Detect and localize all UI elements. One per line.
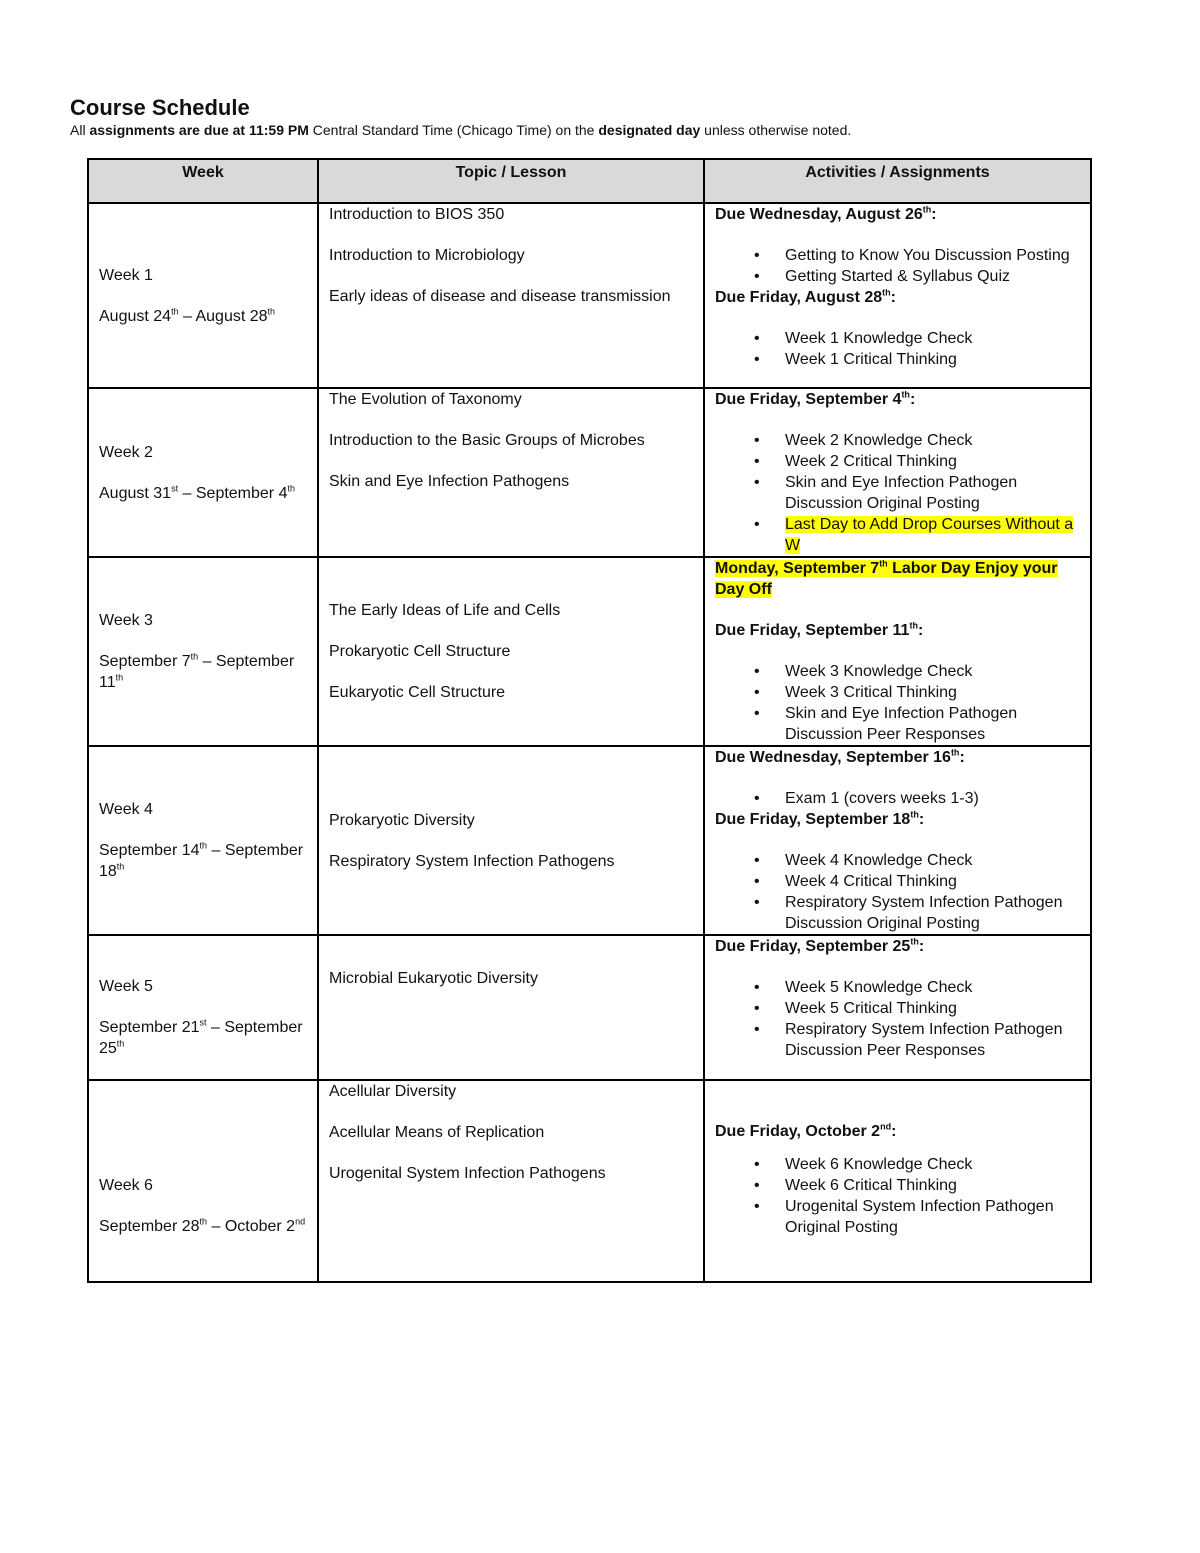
assignment-item: • Week 5 Critical Thinking bbox=[785, 998, 1080, 1019]
notice-sup: th bbox=[879, 558, 888, 569]
assignment-item: • Week 3 Critical Thinking bbox=[785, 682, 1080, 703]
assignment-item: • Getting to Know You Discussion Posting bbox=[785, 245, 1080, 266]
assignment-item: • Week 4 Knowledge Check bbox=[785, 850, 1080, 871]
date-sup: th bbox=[267, 306, 276, 317]
assignment-item: • Exam 1 (covers weeks 1-3) bbox=[785, 788, 1080, 809]
week-dates bbox=[99, 1216, 307, 1237]
activities-cell bbox=[704, 557, 1091, 746]
week-label: Week 4 bbox=[99, 801, 153, 818]
date-sup: th bbox=[190, 651, 199, 662]
due-heading bbox=[715, 809, 1080, 830]
assignment-item: • Week 5 Knowledge Check bbox=[785, 977, 1080, 998]
week-cell bbox=[88, 1080, 318, 1282]
table-row bbox=[88, 1080, 1091, 1282]
due-end: : bbox=[959, 749, 965, 766]
due-text: Due Wednesday, August 26 bbox=[715, 206, 923, 223]
due-sup: th bbox=[901, 389, 910, 400]
date-text: – September 25 bbox=[99, 1019, 303, 1057]
assignment-item: • Week 1 Critical Thinking bbox=[785, 349, 1080, 370]
due-sup: th bbox=[910, 809, 919, 820]
assignment-item: • Week 6 Critical Thinking bbox=[785, 1175, 1080, 1196]
highlighted-assignment-item bbox=[785, 514, 1080, 556]
date-sup: th bbox=[199, 840, 208, 851]
due-text: Due Friday, September 25 bbox=[715, 938, 911, 955]
intro-text: All bbox=[70, 122, 90, 138]
week-cell bbox=[88, 746, 318, 935]
assignment-item: • Urogenital System Infection Pathogen Original Posting bbox=[785, 1196, 1080, 1238]
assignment-item: • Week 4 Critical Thinking bbox=[785, 871, 1080, 892]
week-cell bbox=[88, 388, 318, 557]
highlight-text: Last Day to Add Drop Courses Without a W bbox=[785, 516, 1074, 554]
page-title: Course Schedule bbox=[70, 95, 250, 120]
assignment-item: • Week 1 Knowledge Check bbox=[785, 328, 1080, 349]
assignment-item: • Respiratory System Infection Pathogen Discussion Peer Responses bbox=[785, 1019, 1080, 1061]
due-heading bbox=[715, 747, 1080, 768]
topic-item: Prokaryotic Cell Structure bbox=[329, 643, 511, 660]
intro-text: unless otherwise noted. bbox=[700, 122, 852, 138]
due-sup: th bbox=[950, 747, 960, 758]
due-heading bbox=[715, 389, 1080, 410]
due-end: : bbox=[931, 206, 937, 223]
topic-item: Skin and Eye Infection Pathogens bbox=[329, 473, 570, 490]
date-sup: th bbox=[116, 861, 125, 872]
due-text: Due Friday, September 11 bbox=[715, 622, 910, 639]
date-text: – August 28 bbox=[178, 307, 268, 325]
assignment-item: • Getting Started & Syllabus Quiz bbox=[785, 266, 1080, 287]
due-heading bbox=[715, 936, 1080, 957]
due-heading bbox=[715, 204, 1080, 225]
topic-item: Eukaryotic Cell Structure bbox=[329, 684, 506, 701]
date-sup: nd bbox=[295, 1216, 306, 1227]
due-end: : bbox=[918, 938, 925, 955]
activities-cell bbox=[704, 935, 1091, 1080]
header-week: Week bbox=[88, 159, 318, 203]
topic-item: The Early Ideas of Life and Cells bbox=[329, 602, 561, 619]
topic-item: Urogenital System Infection Pathogens bbox=[329, 1165, 606, 1182]
table-row bbox=[88, 557, 1091, 746]
table-row bbox=[88, 203, 1091, 388]
date-text: August 31 bbox=[99, 484, 172, 502]
due-end: : bbox=[909, 391, 916, 408]
week-dates bbox=[99, 840, 307, 882]
date-sup: st bbox=[171, 483, 179, 494]
week-label: Week 5 bbox=[99, 978, 153, 995]
date-text: September 21 bbox=[99, 1019, 200, 1036]
date-text: – October 2 bbox=[207, 1218, 296, 1235]
due-end: : bbox=[890, 289, 896, 306]
topic-cell bbox=[318, 1080, 704, 1282]
due-text: Due Friday, September 18 bbox=[715, 811, 911, 828]
header-row bbox=[88, 159, 1091, 203]
date-sup: st bbox=[199, 1017, 207, 1028]
date-sup: th bbox=[199, 1216, 208, 1227]
table-row bbox=[88, 746, 1091, 935]
due-text: Due Friday, September 4 bbox=[715, 391, 902, 408]
topic-item: Introduction to Microbiology bbox=[329, 247, 525, 264]
assignment-item: • Week 6 Knowledge Check bbox=[785, 1154, 1080, 1175]
topic-item: Introduction to BIOS 350 bbox=[329, 206, 505, 223]
assignment-item: • Skin and Eye Infection Pathogen Discussion Original Posting bbox=[785, 472, 1080, 514]
date-text: – September 18 bbox=[99, 842, 304, 880]
assignment-item: • Week 2 Critical Thinking bbox=[785, 451, 1080, 472]
date-text: September 7 bbox=[99, 653, 191, 670]
assignment-item: • Respiratory System Infection Pathogen Discussion Original Posting bbox=[785, 892, 1080, 934]
week-label: Week 3 bbox=[99, 612, 153, 629]
week-cell bbox=[88, 935, 318, 1080]
week-dates bbox=[99, 651, 307, 693]
activities-cell bbox=[704, 1080, 1091, 1282]
notice-text bbox=[715, 560, 1058, 598]
notice-part: Labor Day Enjoy your Day Off bbox=[715, 560, 1058, 598]
topic-item: Prokaryotic Diversity bbox=[329, 811, 475, 829]
topic-item: Microbial Eukaryotic Diversity bbox=[329, 970, 538, 987]
table-row bbox=[88, 388, 1091, 557]
topic-item: Introduction to the Basic Groups of Microbes bbox=[329, 432, 645, 449]
activities-cell bbox=[704, 388, 1091, 557]
topic-cell bbox=[318, 388, 704, 557]
due-heading bbox=[715, 1121, 1080, 1142]
week-cell bbox=[88, 203, 318, 388]
topic-cell bbox=[318, 203, 704, 388]
due-text: Due Friday, October 2 bbox=[715, 1123, 881, 1140]
due-end: : bbox=[917, 622, 924, 639]
header-topic: Topic / Lesson bbox=[318, 159, 704, 203]
topic-cell bbox=[318, 746, 704, 935]
due-text: Due Wednesday, September 16 bbox=[715, 749, 951, 766]
date-text: – September 11 bbox=[99, 653, 295, 691]
intro-text: Central Standard Time (Chicago Time) on the bbox=[308, 122, 599, 138]
due-text: Due Friday, August 28 bbox=[715, 289, 883, 306]
due-sup: th bbox=[882, 287, 891, 298]
topic-item: Early ideas of disease and disease transmission bbox=[329, 288, 671, 305]
due-sup: th bbox=[922, 204, 932, 215]
week-label: Week 1 bbox=[99, 266, 153, 284]
topic-item: Respiratory System Infection Pathogens bbox=[329, 852, 615, 870]
activities-cell bbox=[704, 203, 1091, 388]
week-label: Week 2 bbox=[99, 443, 153, 461]
week-label: Week 6 bbox=[99, 1177, 153, 1194]
holiday-notice bbox=[715, 558, 1080, 600]
date-text: – September 4 bbox=[178, 484, 288, 502]
schedule-table bbox=[87, 158, 1092, 1283]
date-text: September 28 bbox=[99, 1218, 200, 1235]
due-sup: th bbox=[909, 620, 918, 631]
header-activities: Activities / Assignments bbox=[704, 159, 1091, 203]
date-sup: th bbox=[115, 672, 124, 683]
due-sup: th bbox=[910, 936, 919, 947]
topic-item: Acellular Means of Replication bbox=[329, 1124, 545, 1141]
intro-bold: assignments are due at 11:59 PM bbox=[89, 122, 309, 138]
notice-part: Monday, September 7 bbox=[715, 560, 880, 577]
week-dates bbox=[99, 306, 307, 327]
assignment-item: • Skin and Eye Infection Pathogen Discussion Peer Responses bbox=[785, 703, 1080, 745]
due-sup: nd bbox=[880, 1121, 892, 1132]
date-sup: th bbox=[116, 1038, 125, 1049]
date-text: August 24 bbox=[99, 307, 172, 325]
due-heading bbox=[715, 620, 1080, 641]
week-dates bbox=[99, 483, 307, 504]
activities-cell bbox=[704, 746, 1091, 935]
week-dates bbox=[99, 1017, 307, 1059]
date-sup: th bbox=[171, 306, 179, 317]
intro-note bbox=[70, 122, 851, 138]
assignment-item: • Week 2 Knowledge Check bbox=[785, 430, 1080, 451]
date-text: September 14 bbox=[99, 842, 200, 859]
due-heading bbox=[715, 287, 1080, 308]
topic-item: The Evolution of Taxonomy bbox=[329, 391, 522, 408]
week-cell bbox=[88, 557, 318, 746]
assignment-item: • Week 3 Knowledge Check bbox=[785, 661, 1080, 682]
topic-cell bbox=[318, 935, 704, 1080]
topic-cell bbox=[318, 557, 704, 746]
due-end: : bbox=[918, 811, 925, 828]
date-sup: th bbox=[287, 483, 295, 494]
intro-bold: designated day bbox=[598, 122, 701, 138]
due-end: : bbox=[891, 1123, 897, 1140]
topic-item: Acellular Diversity bbox=[329, 1083, 457, 1100]
table-row bbox=[88, 935, 1091, 1080]
